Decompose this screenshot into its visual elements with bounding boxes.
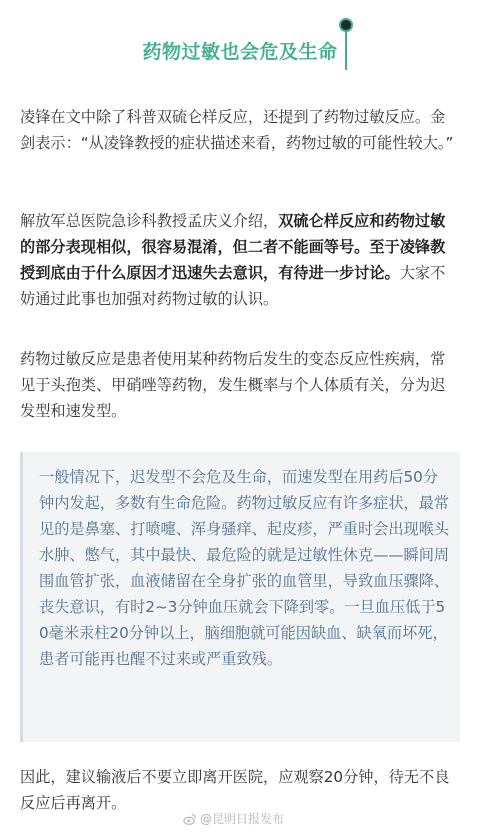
quote-block — [20, 452, 460, 742]
section-heading: 药物过敏也会危及生命 — [142, 41, 338, 63]
paragraph-2-emphasis: 双硫仑样反应和药物过敏的部分表现相似，很容易混淆，但二者不能画等号。至于凌锋教授到底由于什么原因才迅速失去意识，有待进一步讨论。 — [20, 212, 446, 282]
heading-marker-icon — [339, 18, 353, 32]
heading-container — [0, 38, 480, 66]
paragraph-2-intro: 解放军总医院急诊科教授孟庆义介绍， — [20, 212, 279, 230]
quote-text: 一般情况下，迟发型不会危及生命，而速发型在用药后50分钟内发起，多数有生命危险。药物过敏反应有许多症状，最常见的是鼻塞、打喷嚏、浑身骚痒、起皮疹，严重时会出现喉头水肿、憋气，其中最快、最危险的就是过敏性休克——瞬间周围血管扩张，血液储留在全身扩张的血管里，导致血压骤降、丧失意识，有时2~3分钟血压就会下降到零。一旦血压低于50毫米汞柱20分钟以上，脑细胞就可能因缺血、缺氧而坏死，患者可能再也醒不过来或严重致残。 — [39, 468, 450, 668]
paragraph-3: 药物过敏反应是患者使用某种药物后发生的变态反应性疾病，常见于头孢类、甲硝唑等药物，发生概率与个人体质有关，分为迟发型和速发型。 — [20, 350, 446, 420]
paragraph-5: 因此，建议输液后不要立即离开医院，应观察20分钟，待无不良反应后再离开。 — [20, 768, 450, 812]
watermark-text: @昆明日报发布 — [199, 812, 284, 826]
weibo-icon — [183, 812, 197, 826]
paragraph-1: 凌锋在文中除了科普双硫仑样反应，还提到了药物过敏反应。金剑表示：“从凌锋教授的症状描述来看，药物过敏的可能性较大。” — [20, 108, 454, 152]
paragraph-2-ending: 大家不妨通过此事也加强对药物过敏的认识。 — [20, 264, 446, 308]
watermark — [183, 810, 284, 827]
paragraph-2 — [20, 208, 460, 312]
